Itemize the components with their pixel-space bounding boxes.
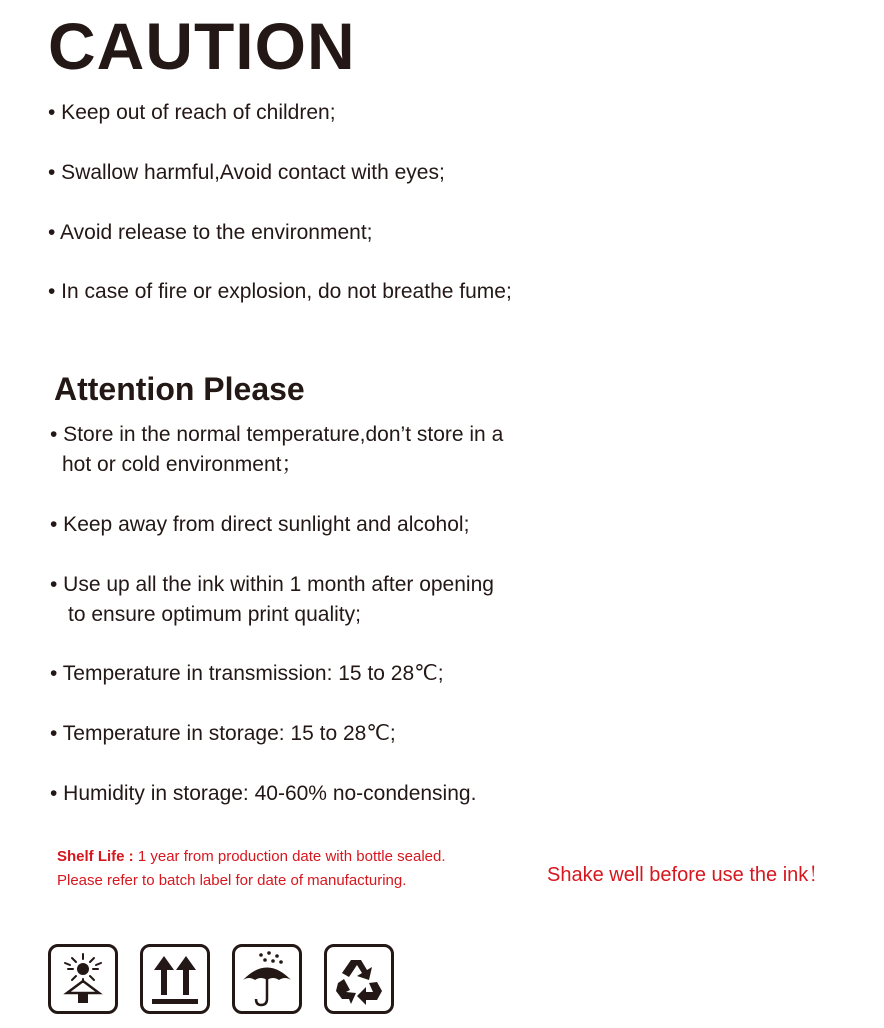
keep-away-from-sunlight-icon bbox=[48, 944, 118, 1014]
attention-item: • Temperature in transmission: 15 to 28℃; bbox=[50, 662, 444, 685]
shelf-life-line bbox=[57, 845, 446, 869]
attention-item: • Humidity in storage: 40-60% no-condensing. bbox=[50, 782, 477, 805]
attention-item-continued: to ensure optimum print quality; bbox=[68, 603, 361, 626]
recycle-icon bbox=[324, 944, 394, 1014]
shake-notice: Shake well before use the ink！ bbox=[547, 864, 829, 886]
caution-item: • In case of fire or explosion, do not breathe fume; bbox=[48, 280, 512, 303]
shelf-life-label: Shelf Life : bbox=[57, 848, 134, 865]
caution-title: CAUTION bbox=[48, 9, 356, 83]
this-way-up-icon bbox=[140, 944, 210, 1014]
caution-item: • Swallow harmful,Avoid contact with eyes; bbox=[48, 161, 445, 184]
attention-item: • Temperature in storage: 15 to 28℃; bbox=[50, 722, 396, 745]
attention-title: Attention Please bbox=[54, 371, 305, 407]
manufacturing-date-note: Please refer to batch label for date of manufacturing. bbox=[57, 872, 407, 889]
shelf-life-text: 1 year from production date with bottle sealed. bbox=[133, 848, 446, 865]
keep-dry-icon bbox=[232, 944, 302, 1014]
caution-item: • Avoid release to the environment; bbox=[48, 221, 373, 244]
caution-item: • Keep out of reach of children; bbox=[48, 101, 336, 124]
attention-item: • Keep away from direct sunlight and alcohol; bbox=[50, 513, 470, 536]
attention-item: • Store in the normal temperature,don’t store in a bbox=[50, 423, 504, 446]
packaging-symbols bbox=[48, 944, 394, 1014]
attention-item: • Use up all the ink within 1 month after opening bbox=[50, 573, 494, 596]
attention-item-continued: hot or cold environment； bbox=[62, 453, 303, 476]
